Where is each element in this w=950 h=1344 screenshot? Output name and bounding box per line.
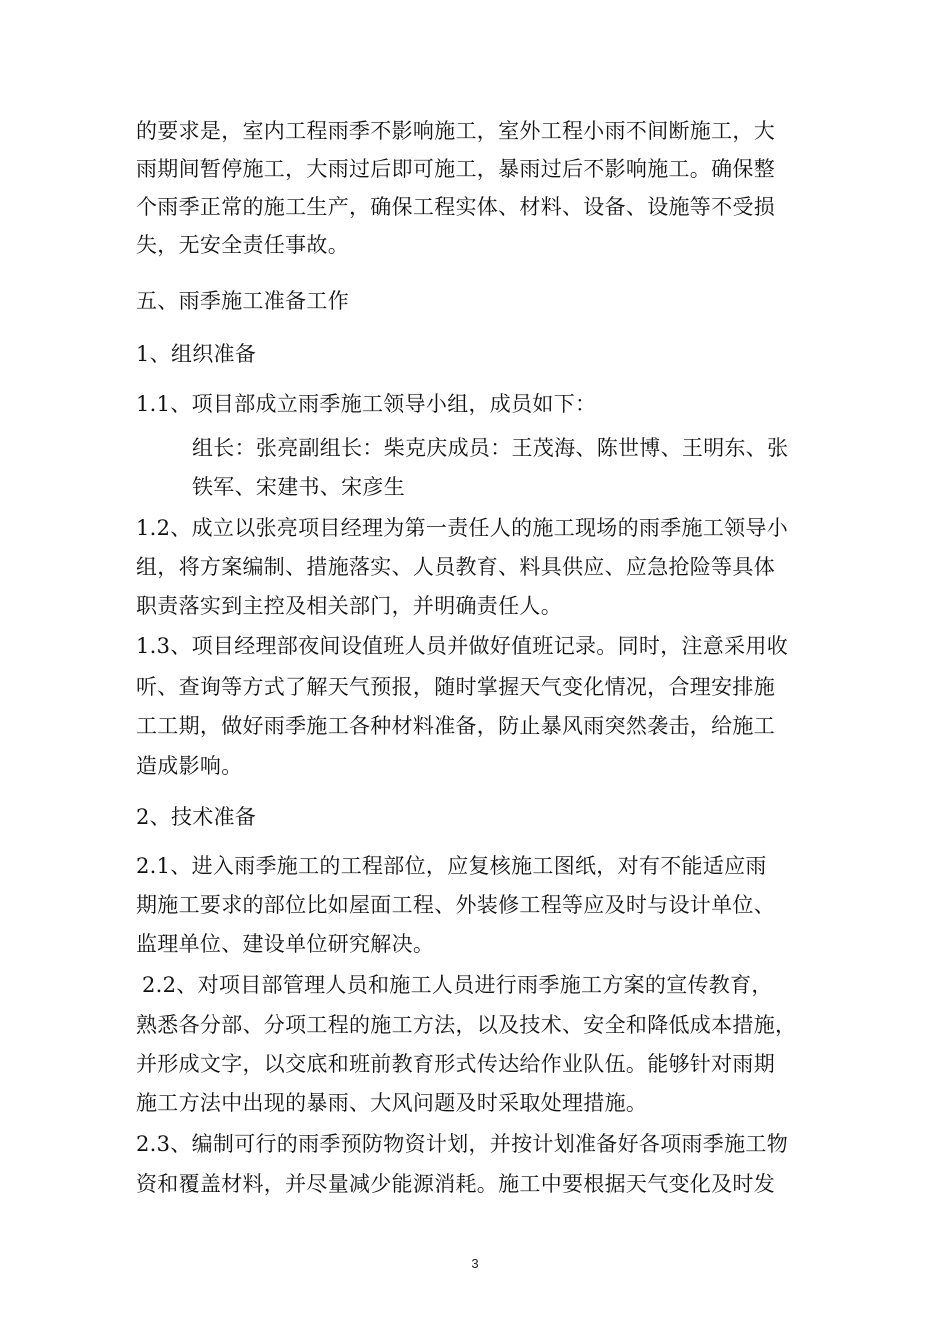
text-line: 期施工要求的部位比如屋面工程、外装修工程等应及时与设计单位、 — [136, 893, 775, 917]
text-line: 的要求是，室内工程雨季不影响施工，室外工程小雨不间断施工，大 — [136, 119, 775, 143]
text-line: 1.3、项目经理部夜间设值班人员并做好值班记录。同时，注意采用收 — [136, 634, 788, 658]
text-line: 监理单位、建设单位研究解决。 — [136, 932, 435, 956]
subsection-heading: 1、组织准备 — [136, 342, 257, 366]
text-line: 铁军、宋建书、宋彦生 — [192, 475, 405, 499]
text-line: 组，将方案编制、措施落实、人员教育、料具供应、应急抢险等具体 — [136, 555, 775, 579]
text-line: 2.2、对项目部管理人员和施工人员进行雨季施工方案的宣传教育， — [142, 973, 773, 997]
text-line: 2.3、编制可行的雨季预防物资计划，并按计划准备好各项雨季施工物 — [136, 1132, 788, 1156]
text-line: 听、查询等方式了解天气预报，随时掌握天气变化情况，合理安排施 — [136, 675, 775, 699]
text-line: 职责落实到主控及相关部门，并明确责任人。 — [136, 594, 562, 618]
text-line: 组长：张亮副组长：柴克庆成员：王茂海、陈世博、王明东、张 — [192, 436, 789, 460]
text-line: 施工方法中出现的暴雨、大风问题及时采取处理措施。 — [136, 1091, 648, 1115]
text-line: 并形成文字，以交底和班前教育形式传达给作业队伍。能够针对雨期 — [136, 1052, 775, 1076]
text-line: 失，无安全责任事故。 — [136, 233, 349, 257]
text-line: 2.1、进入雨季施工的工程部位，应复核施工图纸，对有不能适应雨 — [136, 854, 767, 878]
text-line: 资和覆盖材料，并尽量减少能源消耗。施工中要根据天气变化及时发 — [136, 1172, 775, 1196]
text-line: 1.2、成立以张亮项目经理为第一责任人的施工现场的雨季施工领导小 — [136, 516, 788, 540]
text-line: 个雨季正常的施工生产，确保工程实体、材料、设备、设施等不受损 — [136, 195, 775, 219]
text-line: 造成影响。 — [136, 754, 243, 778]
text-line: 1.1、项目部成立雨季施工领导小组，成员如下： — [136, 392, 597, 416]
section-heading: 五、雨季施工准备工作 — [136, 289, 349, 313]
text-line: 雨期间暂停施工，大雨过后即可施工，暴雨过后不影响施工。确保整 — [136, 157, 775, 181]
text-line: 熟悉各分部、分项工程的施工方法，以及技术、安全和降低成本措施， — [136, 1013, 797, 1037]
page-number: 3 — [471, 1256, 479, 1271]
subsection-heading: 2、技术准备 — [136, 805, 257, 829]
text-line: 工工期，做好雨季施工各种材料准备，防止暴风雨突然袭击，给施工 — [136, 714, 775, 738]
